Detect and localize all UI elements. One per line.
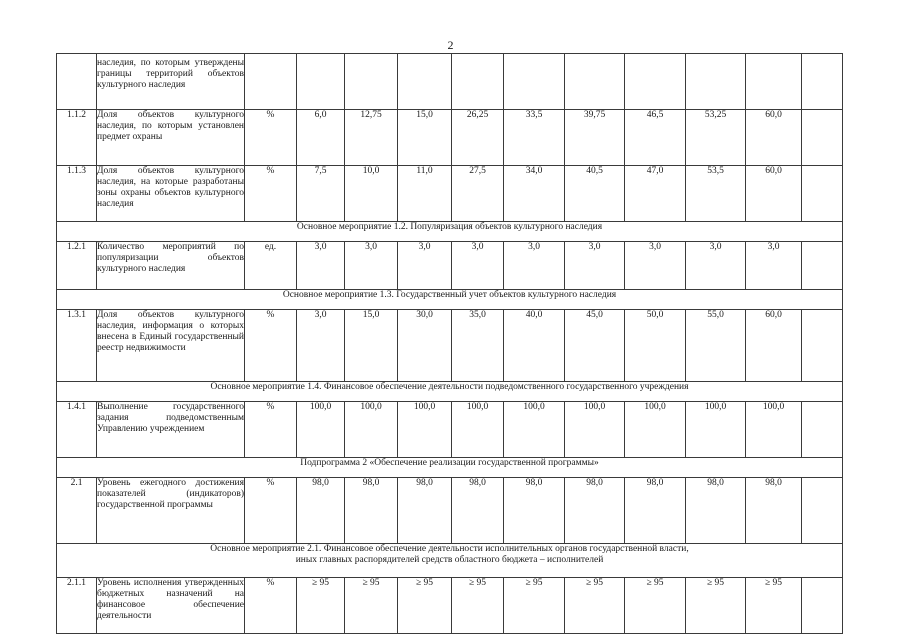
value-cell: 40,5 <box>565 166 625 222</box>
value-cell: ≥ 95 <box>746 578 802 634</box>
row-number: 2.1.1 <box>57 578 97 634</box>
value-cell <box>802 110 843 166</box>
section-row <box>57 544 843 578</box>
value-cell: ≥ 95 <box>452 578 504 634</box>
value-cell: 11,0 <box>398 166 452 222</box>
value-cell: 60,0 <box>746 110 802 166</box>
value-cell: 34,0 <box>504 166 565 222</box>
value-cell: ≥ 95 <box>686 578 746 634</box>
value-cell: ≥ 95 <box>504 578 565 634</box>
value-cell: 26,25 <box>452 110 504 166</box>
row-number: 1.1.2 <box>57 110 97 166</box>
value-cell <box>746 54 802 110</box>
value-cell: 100,0 <box>398 402 452 458</box>
unit-cell: % <box>245 478 297 544</box>
section-row <box>57 222 843 242</box>
table-row <box>57 54 843 110</box>
value-cell: 100,0 <box>345 402 398 458</box>
value-cell: 3,0 <box>625 242 686 290</box>
section-title <box>57 544 843 578</box>
table-row <box>57 310 843 382</box>
section-title-line-2: иных главных распорядителей средств областного бюджета – исполнителей <box>295 555 604 565</box>
value-cell <box>345 54 398 110</box>
value-cell: 100,0 <box>565 402 625 458</box>
indicator-name: Доля объектов культурного наследия, по которым установлен предмет охраны <box>97 110 245 166</box>
value-cell: 98,0 <box>345 478 398 544</box>
value-cell: 3,0 <box>686 242 746 290</box>
value-cell: 3,0 <box>504 242 565 290</box>
indicator-name: Уровень исполнения утвержденных бюджетных назначений на финансовое обеспечение деятельности <box>97 578 245 634</box>
row-number: 2.1 <box>57 478 97 544</box>
value-cell: 27,5 <box>452 166 504 222</box>
value-cell: 3,0 <box>297 310 345 382</box>
value-cell <box>297 54 345 110</box>
value-cell: ≥ 95 <box>565 578 625 634</box>
value-cell: 50,0 <box>625 310 686 382</box>
section-title <box>57 458 843 478</box>
value-cell: 98,0 <box>686 478 746 544</box>
value-cell: 40,0 <box>504 310 565 382</box>
section-title <box>57 290 843 310</box>
value-cell <box>565 54 625 110</box>
value-cell: 100,0 <box>686 402 746 458</box>
table-row <box>57 478 843 544</box>
value-cell: 98,0 <box>565 478 625 544</box>
table-row <box>57 166 843 222</box>
row-number: 1.1.3 <box>57 166 97 222</box>
value-cell: 100,0 <box>625 402 686 458</box>
unit-cell: % <box>245 166 297 222</box>
value-cell: 3,0 <box>452 242 504 290</box>
value-cell: 33,5 <box>504 110 565 166</box>
section-title-line: Основное мероприятие 1.3. Государственный учет объектов культурного наследия <box>282 290 617 300</box>
value-cell: 53,25 <box>686 110 746 166</box>
unit-cell: % <box>245 310 297 382</box>
table-row <box>57 110 843 166</box>
value-cell: 6,0 <box>297 110 345 166</box>
value-cell: ≥ 95 <box>297 578 345 634</box>
row-number <box>57 54 97 110</box>
value-cell: 47,0 <box>625 166 686 222</box>
value-cell <box>398 54 452 110</box>
value-cell: ≥ 95 <box>345 578 398 634</box>
value-cell: 98,0 <box>746 478 802 544</box>
unit-cell <box>245 54 297 110</box>
section-title-line: Основное мероприятие 2.1. Финансовое обеспечение деятельности исполнительных органов государственной власти, <box>210 544 689 554</box>
value-cell: 98,0 <box>625 478 686 544</box>
row-number: 1.2.1 <box>57 242 97 290</box>
value-cell: 60,0 <box>746 310 802 382</box>
indicator-name: Доля объектов культурного наследия, информация о которых внесена в Единый государственный реестр недвижимости <box>97 310 245 382</box>
table-row <box>57 402 843 458</box>
value-cell: 35,0 <box>452 310 504 382</box>
value-cell <box>802 54 843 110</box>
value-cell: ≥ 95 <box>398 578 452 634</box>
value-cell: 100,0 <box>452 402 504 458</box>
value-cell: 100,0 <box>504 402 565 458</box>
value-cell: 7,5 <box>297 166 345 222</box>
page-number: 2 <box>447 38 454 52</box>
table-row <box>57 242 843 290</box>
value-cell <box>686 54 746 110</box>
value-cell: 100,0 <box>297 402 345 458</box>
section-title <box>57 222 843 242</box>
indicator-name: Доля объектов культурного наследия, на которые разработаны зоны охраны объектов культурного наследия <box>97 166 245 222</box>
value-cell <box>452 54 504 110</box>
value-cell: 30,0 <box>398 310 452 382</box>
value-cell: 100,0 <box>746 402 802 458</box>
unit-cell: % <box>245 402 297 458</box>
value-cell <box>802 578 843 634</box>
value-cell: 15,0 <box>345 310 398 382</box>
value-cell: 3,0 <box>297 242 345 290</box>
value-cell: 3,0 <box>398 242 452 290</box>
section-title-line: Подпрограмма 2 «Обеспечение реализации государственной программы» <box>300 458 599 468</box>
row-number: 1.4.1 <box>57 402 97 458</box>
value-cell: 55,0 <box>686 310 746 382</box>
value-cell: 3,0 <box>565 242 625 290</box>
table-row <box>57 578 843 634</box>
value-cell: 98,0 <box>297 478 345 544</box>
value-cell: 98,0 <box>452 478 504 544</box>
unit-cell: % <box>245 110 297 166</box>
unit-cell: % <box>245 578 297 634</box>
value-cell: 15,0 <box>398 110 452 166</box>
indicators-table <box>56 53 843 634</box>
value-cell: 98,0 <box>504 478 565 544</box>
indicator-name: наследия, по которым утверждены границы территорий объектов культурного наследия <box>97 54 245 110</box>
value-cell: ≥ 95 <box>625 578 686 634</box>
value-cell: 53,5 <box>686 166 746 222</box>
value-cell: 39,75 <box>565 110 625 166</box>
value-cell <box>802 402 843 458</box>
value-cell: 98,0 <box>398 478 452 544</box>
value-cell: 3,0 <box>345 242 398 290</box>
value-cell: 45,0 <box>565 310 625 382</box>
value-cell <box>625 54 686 110</box>
section-title-line: Основное мероприятие 1.4. Финансовое обеспечение деятельности подведомственного государственного учреждения <box>210 382 689 392</box>
section-title <box>57 382 843 402</box>
section-title-line: Основное мероприятие 1.2. Популяризация объектов культурного наследия <box>296 222 603 232</box>
section-row <box>57 458 843 478</box>
indicator-name: Уровень ежегодного достижения показателей (индикаторов) государственной программы <box>97 478 245 544</box>
section-row <box>57 382 843 402</box>
indicator-name: Выполнение государственного задания подведомственным Управлению учреждением <box>97 402 245 458</box>
value-cell: 46,5 <box>625 110 686 166</box>
value-cell: 60,0 <box>746 166 802 222</box>
value-cell: 12,75 <box>345 110 398 166</box>
value-cell: 3,0 <box>746 242 802 290</box>
value-cell <box>504 54 565 110</box>
value-cell <box>802 166 843 222</box>
row-number: 1.3.1 <box>57 310 97 382</box>
value-cell <box>802 242 843 290</box>
indicator-name: Количество мероприятий по популяризации объектов культурного наследия <box>97 242 245 290</box>
unit-cell: ед. <box>245 242 297 290</box>
value-cell <box>802 310 843 382</box>
value-cell: 10,0 <box>345 166 398 222</box>
section-row <box>57 290 843 310</box>
value-cell <box>802 478 843 544</box>
